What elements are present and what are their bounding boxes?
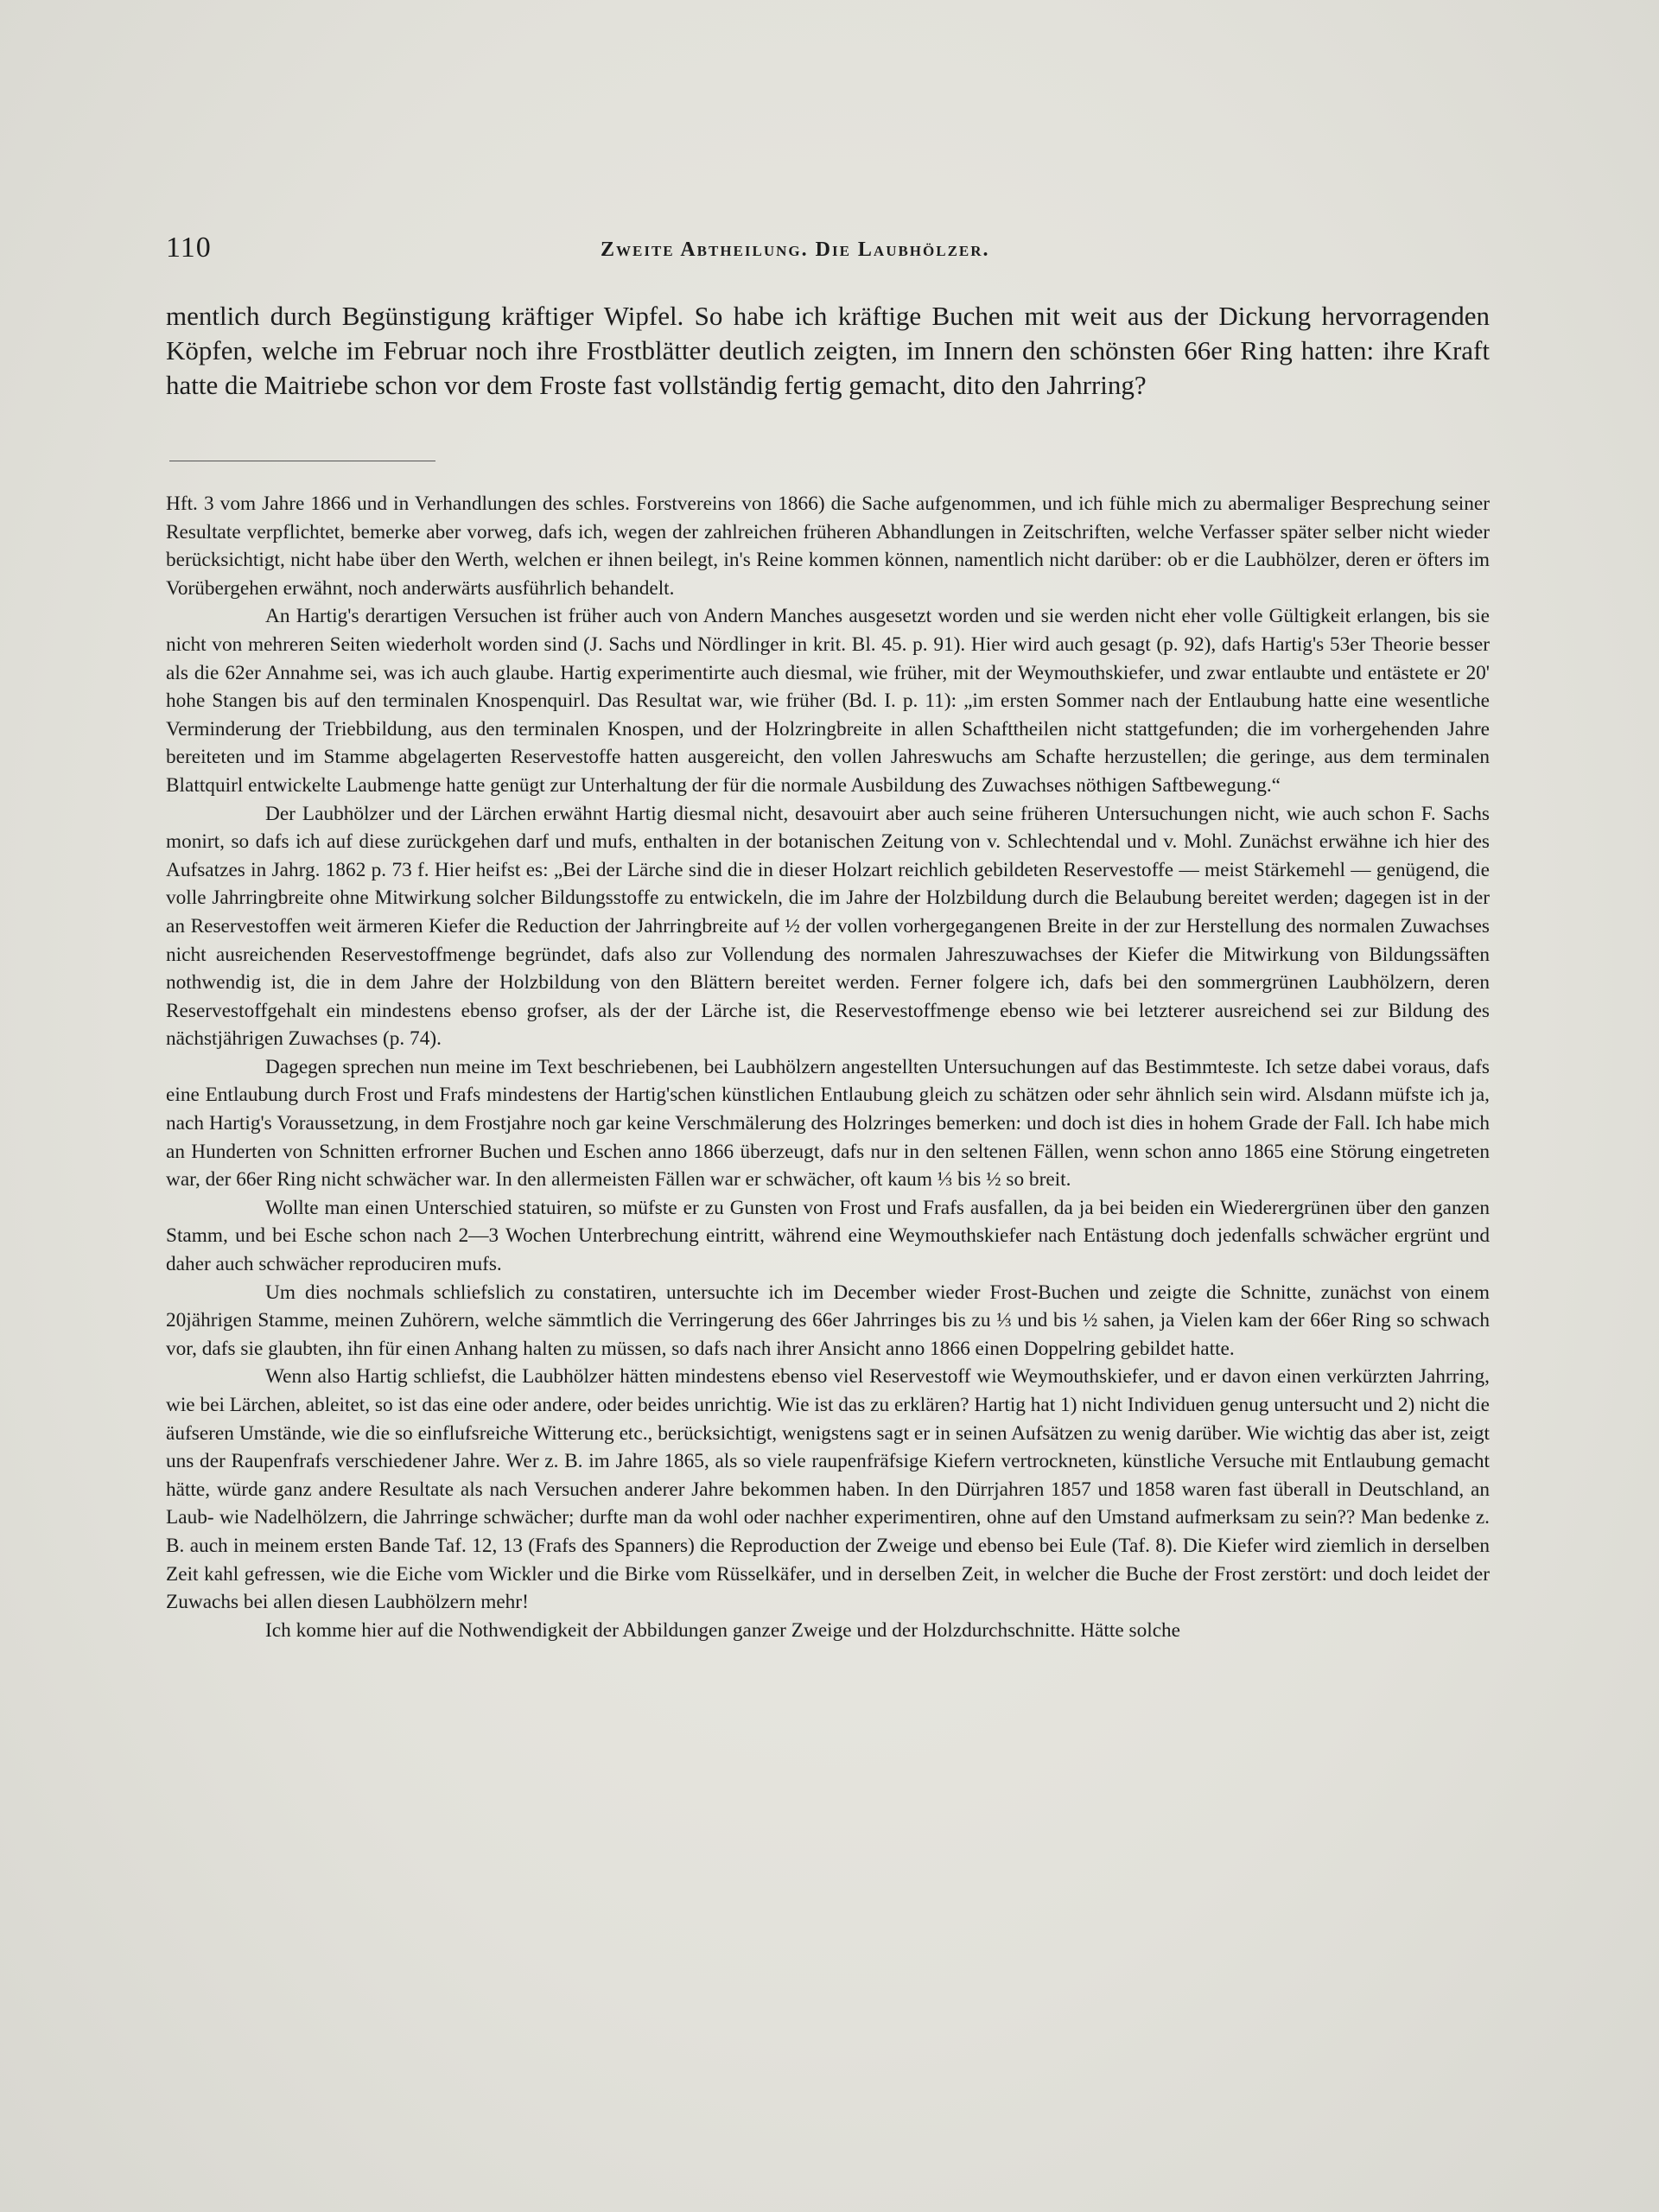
page-header bbox=[166, 232, 1490, 266]
footnote-paragraph: Wenn also Hartig schliefst, die Laubhölzer hätten mindestens ebenso viel Reservestoff wie Weymouthskiefer, und er davon einen verkürzten Jahrring, wie bei Lärchen, ableitet, so ist das eine oder andere, oder beides unrichtig. Wie ist das zu erklären? Hartig hat 1) nicht Individuen genug untersucht und 2) nicht die äufseren Umstände, wie die so einflufsreiche Witterung etc., berücksichtigt, wenigstens sagt er in seinen Aufsätzen zu wenig darüber. Wie wichtig das aber ist, zeigt uns der Raupenfrafs verschiedener Jahre. Wer z. B. im Jahre 1865, als so viele raupenfräfsige Kiefern vertrockneten, künstliche Versuche mit Entlaubung gemacht hätte, würde ganz andere Resultate als nach Versuchen anderer Jahre bekommen haben. In den Dürrjahren 1857 und 1858 waren fast überall in Deutschland, an Laub- wie Nadelhölzern, die Jahrringe schwächer; durfte man da wohl oder nachher experimentiren, ohne auf den Umstand aufmerksam zu sein?? Man bedenke z. B. auch in meinem ersten Bande Taf. 12, 13 (Frafs des Spanners) die Reproduction der Zweige und ebenso bei Eule (Taf. 8). Die Kiefer wird ziemlich in derselben Zeit kahl gefressen, wie die Eiche vom Wickler und die Birke vom Rüsselkäfer, und in derselben Zeit, in welcher die Buche der Frost zerstört: und doch leidet der Zuwachs bei allen diesen Laubhölzern mehr! bbox=[166, 1365, 1490, 1614]
footnote-paragraph: Ich komme hier auf die Nothwendigkeit der Abbildungen ganzer Zweige und der Holzdurchschnitte. Hätte solche bbox=[265, 1618, 1181, 1642]
footnote-paragraph: Wollte man einen Unterschied statuiren, so müfste er zu Gunsten von Frost und Frafs ausfallen, da ja bei beiden ein Wiederergrünen über den ganzen Stamm, und bei Esche schon nach 2—3 Wochen Unterbrechung eintritt, während eine Weymouthskiefer nach Entästung doch jedenfalls schwächer ergrünt und daher auch schwächer reproduciren mufs. bbox=[166, 1196, 1490, 1276]
page-number: 110 bbox=[166, 232, 212, 264]
running-head: Zweite Abtheilung. Die Laubhölzer. bbox=[601, 238, 990, 261]
footnote-paragraph: Der Laubhölzer und der Lärchen erwähnt Hartig diesmal nicht, desavouirt aber auch seine früheren Untersuchungen nicht, wie auch schon F. Sachs monirt, so dafs ich auf diese zurückgehen darf und mufs, enthalten in der botanischen Zeitung von v. Schlechtendal und v. Mohl. Zunächst erwähne ich hier des Aufsatzes in Jahrg. 1862 p. 73 f. Hier heifst es: „Bei der Lärche sind die in dieser Holzart reichlich gebildeten Reservestoffe — meist Stärkemehl — genügend, die volle Jahrringbreite ohne Mitwirkung solcher Bildungsstoffe zu entwickeln, die im Jahre der Holzbildung durch die Belaubung bereitet werden; dagegen ist in der an Reservestoffen weit ärmeren Kiefer die Reduction der Jahrringbreite auf ½ der vollen vorhergegangenen Breite in der zur Herstellung des normalen Zuwachses nicht ausreichenden Reservestoffmenge begründet, dafs also zur Vollendung des normalen Jahreszuwachses der Kiefer die Mitwirkung von Bildungssäften nothwendig ist, die in dem Jahre der Holzbildung von den Blättern bereitet werden. Ferner folgere ich, dafs bei den sommergrünen Laubhölzern, deren Reservestoffgehalt ein mindestens ebenso grofser, als der der Lärche ist, die Reservestoffmenge ebenso wie bei letzterer ausreichend sei zur Bildung des nächstjährigen Zuwachses (p. 74). bbox=[166, 802, 1490, 1051]
footnote-paragraph: Hft. 3 vom Jahre 1866 und in Verhandlungen des schles. Forstvereins von 1866) die Sache aufgenommen, und ich fühle mich zu abermaliger Besprechung seiner Resultate verpflichtet, bemerke aber vorweg, dafs ich, wegen der zahlreichen früheren Abhandlungen in Zeitschriften, welche Verfasser später selber nicht wieder berücksichtigt, nicht habe über den Werth, welchen er ihnen beilegt, in's Reine kommen können, namentlich nicht darüber: ob er die Laubhölzer, deren er öfters im Vorübergehen erwähnt, noch anderwärts ausführlich behandelt. bbox=[166, 493, 1490, 600]
footnote-paragraph: Um dies nochmals schliefslich zu constatiren, untersuchte ich im December wieder Frost-Buchen und zeigte die Schnitte, zunächst von einem 20jährigen Stamme, meinen Zuhörern, welche sämmtlich die Verringerung des 66er Jahrringes bis zu ⅓ und bis ½ sahen, ja Vielen kam der 66er Ring so schwach vor, dafs sie glaubten, ihn für einen Anhang halten zu müssen, so dafs nach ihrer Ansicht anno 1866 einen Doppelring gebildet hatte. bbox=[166, 1281, 1490, 1360]
main-text-paragraph: mentlich durch Begünstigung kräftiger Wipfel. So habe ich kräftige Buchen mit weit aus der Dickung hervorragenden Köpfen, welche im Februar noch ihre Frostblätter deutlich zeigten, im Innern den schönsten 66er Ring hatten: ihre Kraft hatte die Maitriebe schon vor dem Froste fast vollständig fertig gemacht, dito den Jahrring? bbox=[166, 301, 1490, 400]
footnote-paragraph: An Hartig's derartigen Versuchen ist früher auch von Andern Manches ausgesetzt worden und sie werden nicht eher volle Gültigkeit erlangen, bis sie nicht von mehreren Seiten wiederholt worden sind (J. Sachs und Nördlinger in krit. Bl. 45. p. 91). Hier wird auch gesagt (p. 92), dafs Hartig's 53er Theorie besser als die 62er Annahme sei, was ich auch glaube. Hartig experimentirte auch diesmal, wie früher, mit der Weymouthskiefer, und zwar entlaubte und entästete er 20' hohe Stangen bis auf den terminalen Knospenquirl. Das Resultat war, wie früher (Bd. I. p. 11): „im ersten Sommer nach der Entlaubung hatte eine wesentliche Verminderung der Triebbildung, aus den terminalen Knospen, und der Holzringbreite in allen Schafttheilen nicht stattgefunden; die im vorhergehenden Jahre bereiteten und im Stamme abgelagerten Reservestoffe hatten ausgereicht, den vollen Jahreswuchs am Schafte herzustellen; die geringe, aus dem terminalen Blattquirl entwickelte Laubmenge hatte genügt zur Unterhaltung der für die normale Ausbildung des Zuwachses nöthigen Saftbewegung.“ bbox=[166, 605, 1490, 797]
footnote-section bbox=[166, 490, 1490, 1644]
footnote-paragraph: Dagegen sprechen nun meine im Text beschriebenen, bei Laubhölzern angestellten Untersuchungen auf das Bestimmteste. Ich setze dabei voraus, dafs eine Entlaubung durch Frost und Frafs mindestens der Hartig'schen künstlichen Entlaubung gleich zu schätzen oder sehr ähnlich sein wird. Alsdann müfste ich ja, nach Hartig's Voraussetzung, in dem Frostjahre noch gar keine Verschmälerung des Holzringes bemerken: und doch ist dies in hohem Grade der Fall. Ich habe mich an Hunderten von Schnitten erfrorner Buchen und Eschen anno 1866 überzeugt, dafs nur in den seltenen Fällen, wenn schon anno 1865 eine Störung eingetreten war, der 66er Ring nicht schwächer war. In den allermeisten Fällen war er schwächer, oft kaum ⅓ bis ½ so breit. bbox=[166, 1055, 1490, 1192]
